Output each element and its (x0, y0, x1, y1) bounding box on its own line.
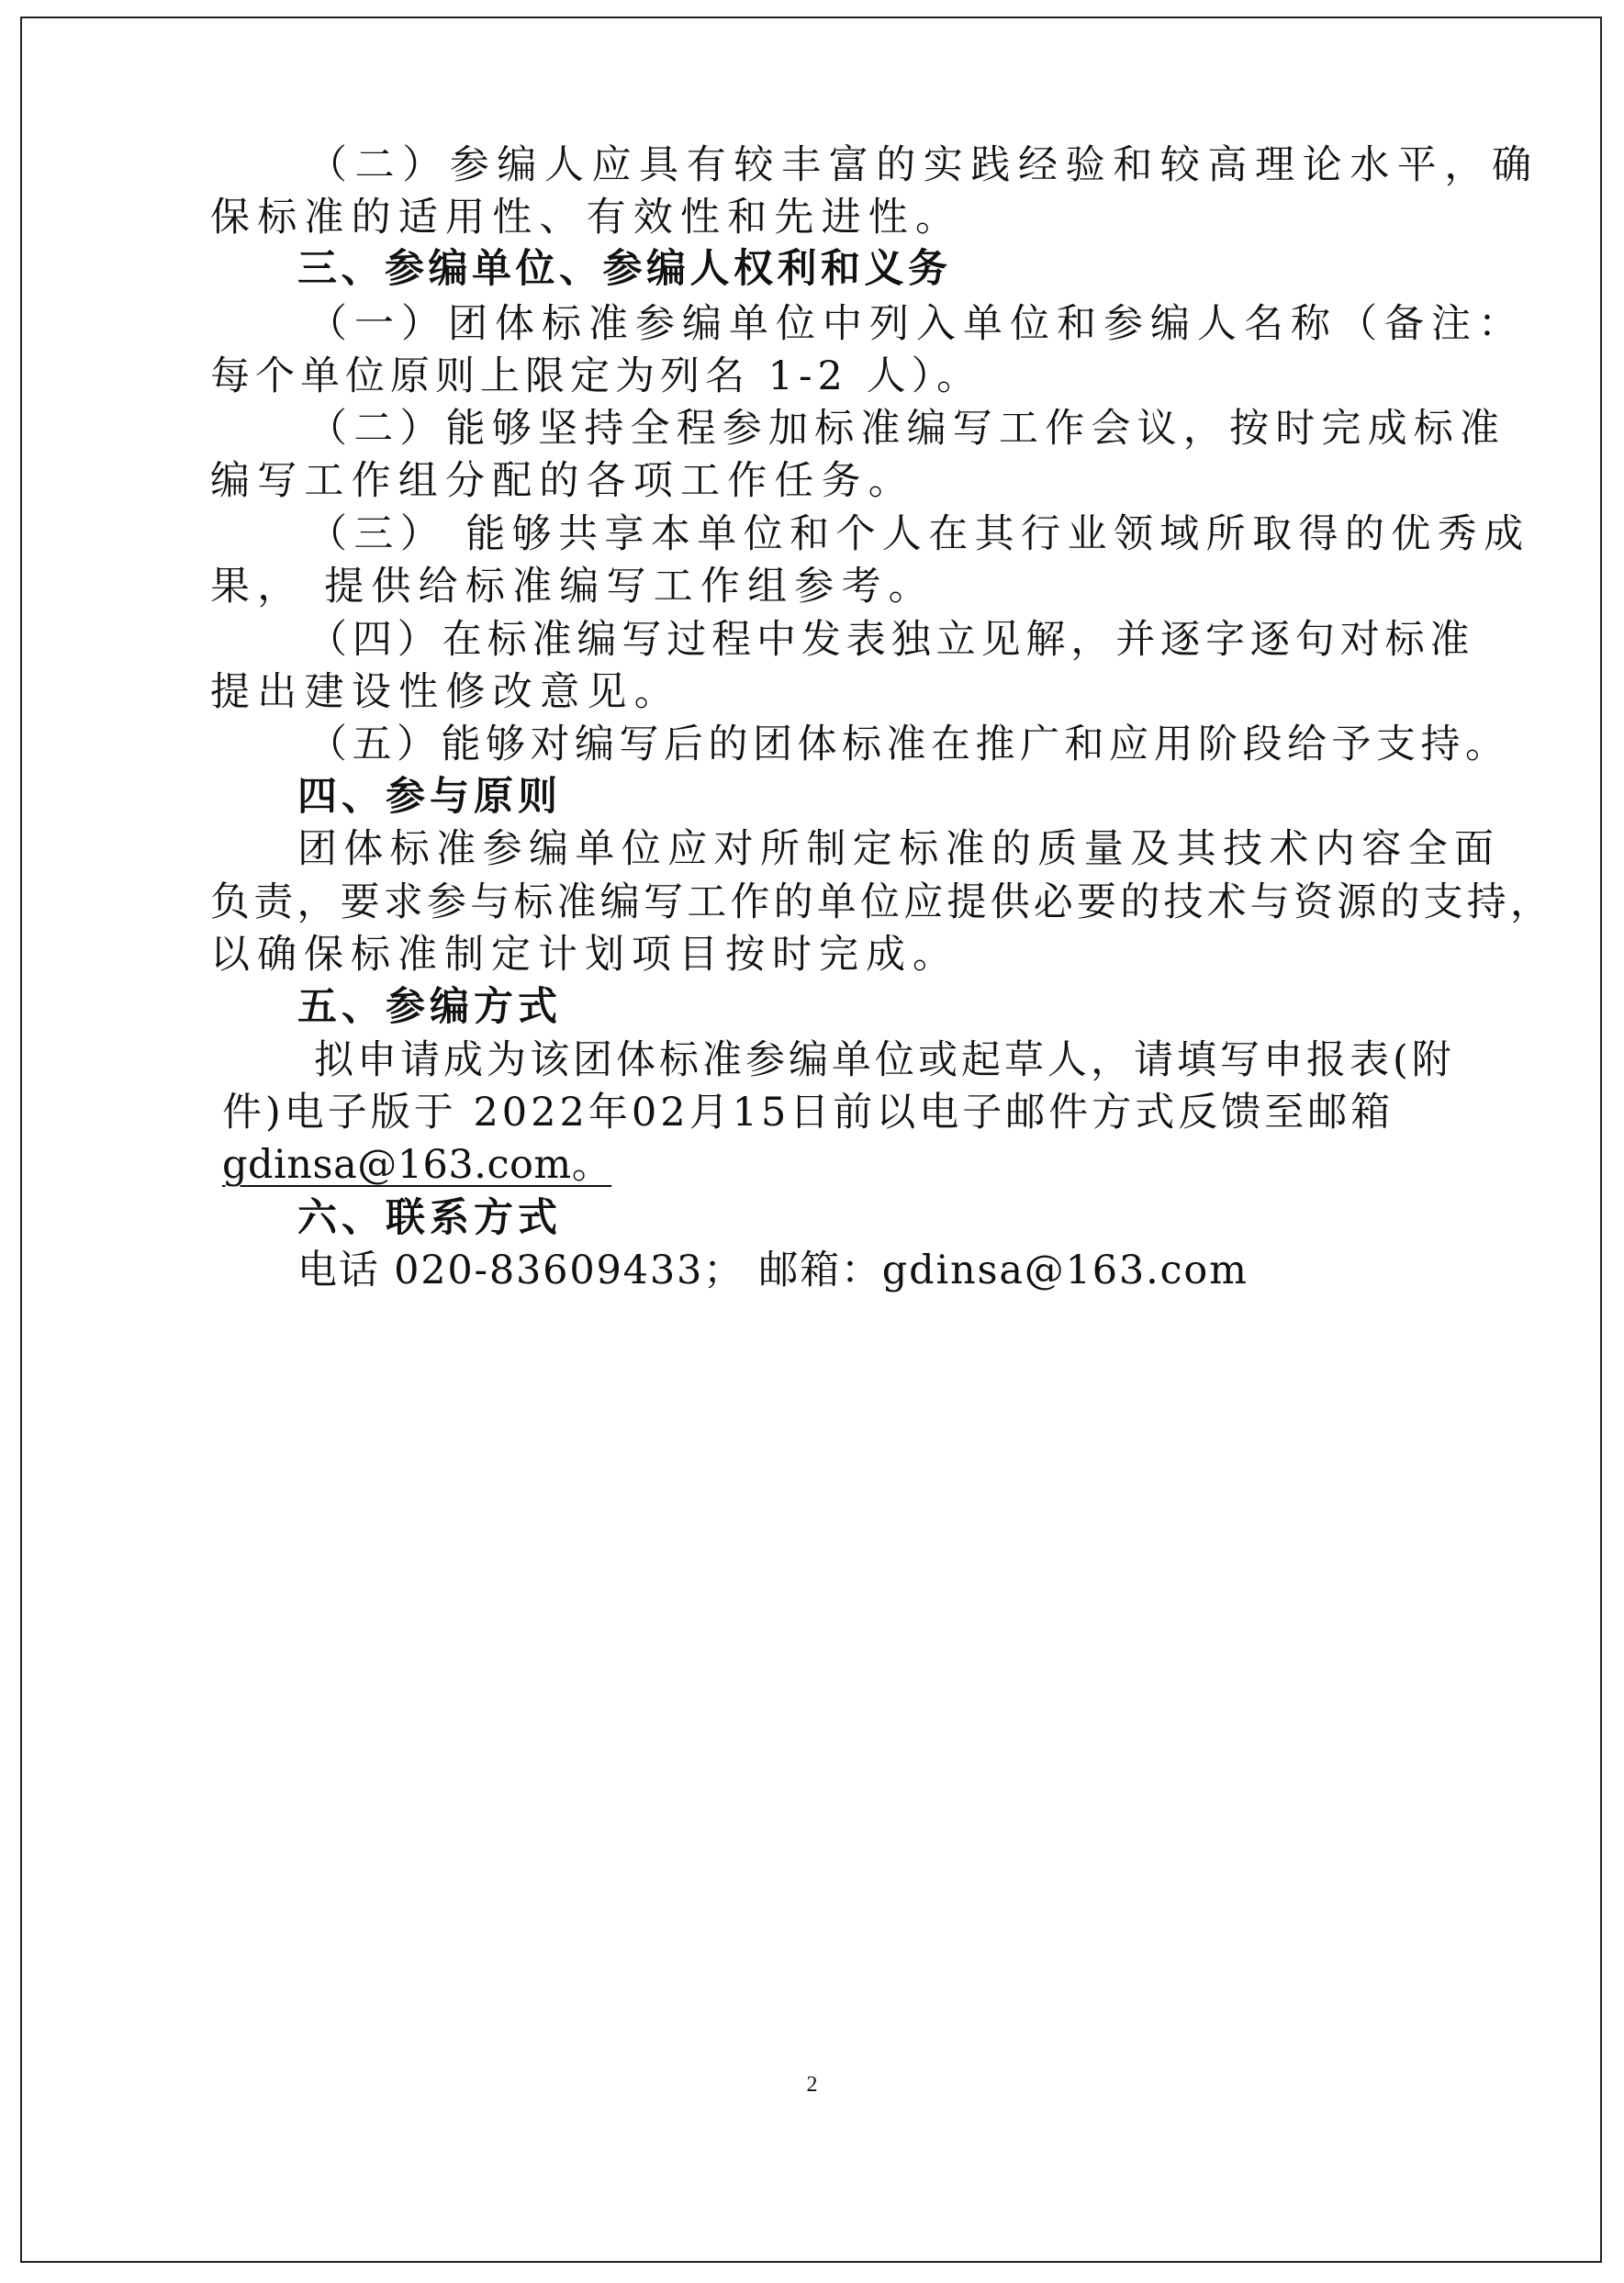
text-line: （二）参编人应具有较丰富的实践经验和较高理论水平，确 (308, 142, 1540, 188)
text-line: （二）能够坚持全程参加标准编写工作会议，按时完成标准 (308, 406, 1506, 452)
text-line: （一）团体标准参编单位中列入单位和参编人名称（备注： (308, 301, 1525, 347)
text-line: （三） 能够共享本单位和个人在其行业领域所取得的优秀成 (308, 511, 1530, 557)
section-heading: 三、参编单位、参编人权利和义务 (297, 246, 952, 292)
email-link[interactable]: gdinsa@163.com。 (222, 1142, 612, 1188)
section-heading: 四、参与原则 (297, 774, 562, 820)
text-line: 团体标准参编单位应对所制定标准的质量及其技术内容全面 (297, 826, 1501, 872)
text-line: 拟申请成为该团体标准参编单位或起草人，请填写申报表(附 (314, 1037, 1455, 1083)
text-line: 果， 提供给标准编写工作组参考。 (210, 564, 935, 610)
text-line: （五）能够对编写后的团体标准在推广和应用阶段给予支持。 (308, 722, 1510, 767)
section-heading: 五、参编方式 (297, 984, 562, 1030)
text-line: 以确保标准制定计划项目按时完成。 (210, 932, 959, 978)
contact-line: 电话 020-83609433； 邮箱：gdinsa@163.com (297, 1248, 1249, 1293)
text-line: 编写工作组分配的各项工作任务。 (210, 458, 915, 504)
text-line: 提出建设性修改意见。 (210, 669, 681, 715)
text-line: 件)电子版于 2022年02月15日前以电子邮件方式反馈至邮箱 (222, 1090, 1394, 1136)
text-line: 每个单位原则上限定为列名 1-2 人）。 (210, 353, 982, 399)
page-number: 2 (806, 2073, 818, 2097)
text-line: 保标准的适用性、有效性和先进性。 (210, 195, 963, 241)
section-heading: 六、联系方式 (297, 1195, 562, 1241)
text-line: （四）在标准编写过程中发表独立见解，并逐字逐句对标准 (308, 617, 1475, 663)
text-line: 负责，要求参与标准编写工作的单位应提供必要的技术与资源的支持， (210, 879, 1554, 925)
